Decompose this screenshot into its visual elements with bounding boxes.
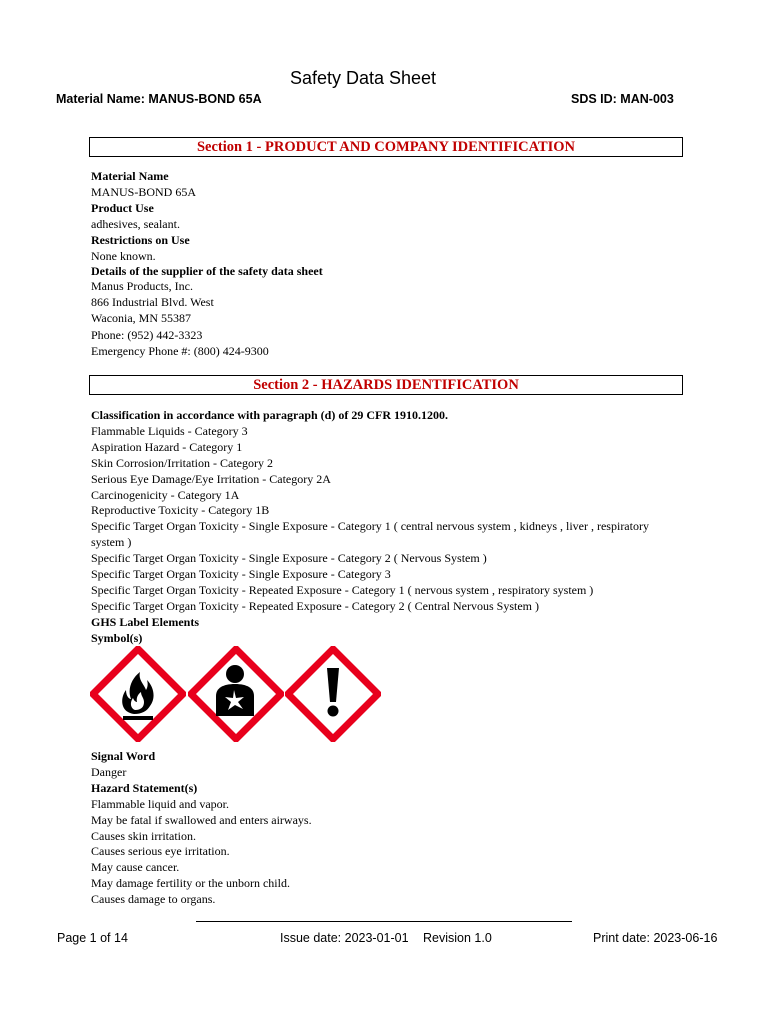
- classification-line: Serious Eye Damage/Eye Irritation - Category 2A: [91, 471, 331, 486]
- classification-line: Specific Target Organ Toxicity - Repeated Exposure - Category 1 ( nervous system , respiratory system ): [91, 582, 594, 597]
- ghs-label-elements: GHS Label Elements: [91, 614, 200, 629]
- page-number: Page 1 of 14: [57, 931, 128, 945]
- supplier-line: 866 Industrial Blvd. West: [91, 295, 214, 310]
- hazard-statement: Flammable liquid and vapor.: [91, 796, 229, 811]
- section-2-classification: [91, 408, 691, 647]
- classification-line: Specific Target Organ Toxicity - Single Exposure - Category 1 ( central nervous system , kidneys , liver , respiratory: [91, 519, 649, 534]
- hazard-statement: May cause cancer.: [91, 860, 180, 875]
- classification-line: Reproductive Toxicity - Category 1B: [91, 503, 270, 518]
- supplier-label: Details of the supplier of the safety data sheet: [91, 264, 323, 279]
- section-2-heading: Section 2 - HAZARDS IDENTIFICATION: [89, 375, 683, 395]
- material-name-header: Material Name: MANUS-BOND 65A: [56, 92, 262, 106]
- restrictions-value: None known.: [91, 248, 156, 263]
- health-hazard-icon: [188, 646, 284, 742]
- supplier-line: Phone: (952) 442-3323: [91, 327, 203, 342]
- supplier-line: Waconia, MN 55387: [91, 311, 192, 326]
- hazard-statement: May be fatal if swallowed and enters airways.: [91, 812, 312, 827]
- signal-word-value: Danger: [91, 764, 127, 779]
- section-1-heading: Section 1 - PRODUCT AND COMPANY IDENTIFICATION: [89, 137, 683, 157]
- material-name-value: MANUS-BOND 65A: [91, 184, 197, 199]
- revision: Revision 1.0: [423, 931, 492, 945]
- classification-line: Aspiration Hazard - Category 1: [91, 439, 243, 454]
- classification-line: Specific Target Organ Toxicity - Single Exposure - Category 2 ( Nervous System ): [91, 551, 487, 566]
- hazard-statement: Causes damage to organs.: [91, 892, 216, 907]
- classification-line: Carcinogenicity - Category 1A: [91, 487, 240, 502]
- hazard-statement: Causes serious eye irritation.: [91, 844, 230, 859]
- product-use-label: Product Use: [91, 200, 154, 215]
- classification-line: Specific Target Organ Toxicity - Single Exposure - Category 3: [91, 567, 391, 582]
- sds-id-header: SDS ID: MAN-003: [571, 92, 674, 106]
- exclamation-mark-icon: [285, 646, 381, 742]
- document-title: Safety Data Sheet: [289, 68, 437, 88]
- signal-word-label: Signal Word: [91, 749, 156, 763]
- classification-line: Skin Corrosion/Irritation - Category 2: [91, 455, 273, 470]
- hazard-statements-label: Hazard Statement(s): [91, 780, 198, 795]
- classification-line: Flammable Liquids - Category 3: [91, 423, 248, 438]
- section-1-product-info: [91, 169, 691, 280]
- flame-icon: [90, 646, 186, 742]
- supplier-line: Emergency Phone #: (800) 424-9300: [91, 343, 269, 358]
- classification-line: Specific Target Organ Toxicity - Repeated Exposure - Category 2 ( Central Nervous System ): [91, 598, 539, 613]
- supplier-line: Manus Products, Inc.: [91, 279, 193, 293]
- classification-label: Classification in accordance with paragraph (d) of 29 CFR 1910.1200.: [91, 408, 448, 422]
- print-date: Print date: 2023-06-16: [593, 931, 718, 945]
- footer-divider: [196, 921, 572, 922]
- issue-date: Issue date: 2023-01-01: [280, 931, 409, 945]
- material-name-label: Material Name: [91, 169, 169, 183]
- classification-line: system ): [91, 535, 132, 550]
- section-2-label-elements: [91, 749, 691, 908]
- hazard-statement: Causes skin irritation.: [91, 828, 196, 843]
- product-use-value: adhesives, sealant.: [91, 216, 180, 231]
- supplier-details: [91, 278, 691, 359]
- restrictions-label: Restrictions on Use: [91, 232, 190, 247]
- hazard-statement: May damage fertility or the unborn child.: [91, 876, 290, 891]
- symbols-label: Symbol(s): [91, 630, 143, 645]
